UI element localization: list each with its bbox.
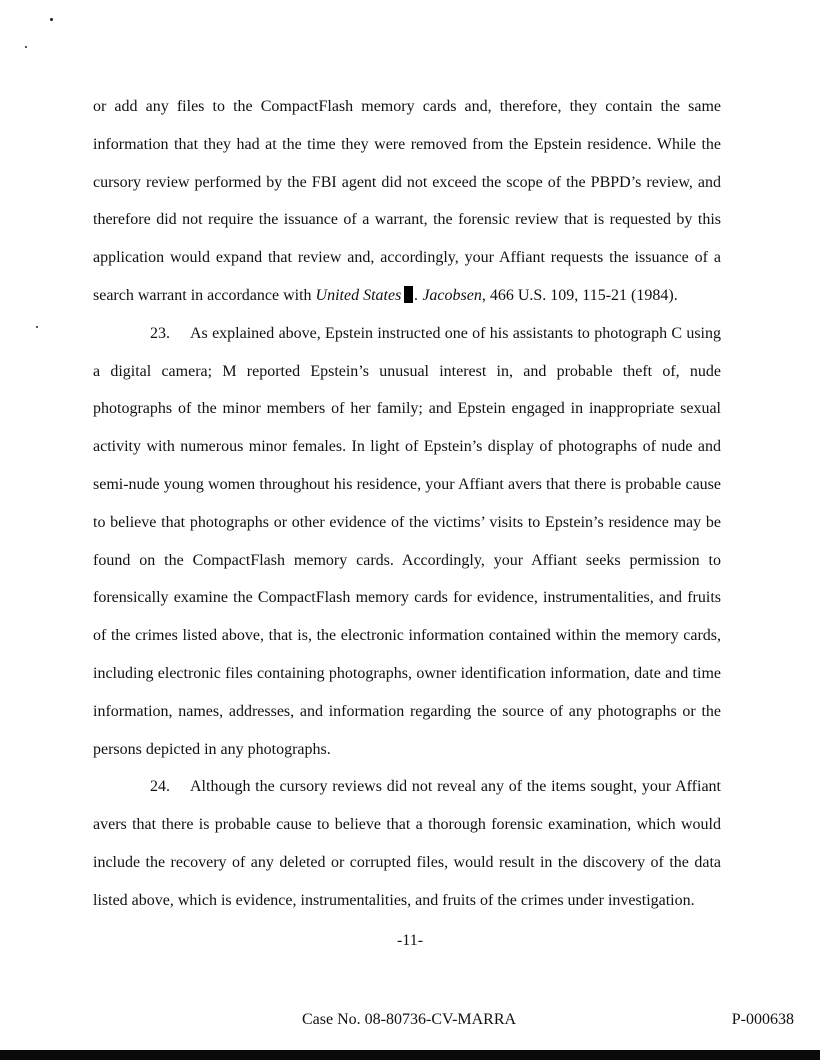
- redaction-block: [404, 286, 413, 303]
- paragraph-23-number: 23.: [150, 324, 170, 342]
- case-citation-part-2: . Jacobsen: [414, 286, 482, 304]
- bates-number: P-000638: [731, 1011, 794, 1028]
- paragraph-23-text: As explained above, Epstein instructed one of his assistants to photograph C using a digital camera; M reported Epstein’s unusual interest in, and probable theft of, nude photographs of the minor members of her family; and Epstein engaged in inappropriate sexual activity with numerous minor females. In light of Epstein’s display of photographs of nude and semi-nude young women throughout his residence, your Affiant avers that there is probable cause to believe that photographs or other evidence of the victims’ visits to Epstein’s residence may be found on the CompactFlash memory cards. Accordingly, your Affiant seeks permission to forensically examine the CompactFlash memory cards for evidence, instrumentalities, and fruits of the crimes listed above, that is, the electronic information contained within the memory cards, including electronic files containing photographs, owner identification information, date and time information, names, addresses, and information regarding the source of any photographs or the persons depicted in any photographs.: [93, 324, 721, 758]
- paragraph-23: [93, 315, 721, 769]
- case-citation-part-1: United States: [315, 286, 402, 304]
- citation-reference: , 466 U.S. 109, 115-21 (1984).: [481, 286, 678, 304]
- scan-border: [0, 1050, 820, 1060]
- case-number: Case No. 08-80736-CV-MARRA: [302, 1011, 517, 1028]
- paragraph-24-text: Although the cursory reviews did not reveal any of the items sought, your Affiant avers that there is probable cause to believe that a thorough forensic examination, which would include the recovery of any deleted or corrupted files, would result in the discovery of the data listed above, which is evidence, instrumentalities, and fruits of the crimes under investigation.: [93, 778, 721, 909]
- paragraph-24: [93, 768, 721, 919]
- paragraph-continuation: [93, 88, 721, 315]
- document-body: [93, 88, 721, 920]
- paragraph-24-number: 24.: [150, 778, 170, 796]
- page-number: -11-: [396, 932, 424, 949]
- paragraph-continuation-text: or add any files to the CompactFlash memory cards and, therefore, they contain the same information that they had at the time they were removed from the Epstein residence. While the cursory review performed by the FBI agent did not exceed the scope of the PBPD’s review, and therefore did not require the issuance of a warrant, the forensic review that is requested by this application would expand that review and, accordingly, your Affiant requests the issuance of a search warrant in accordance with: [93, 98, 721, 304]
